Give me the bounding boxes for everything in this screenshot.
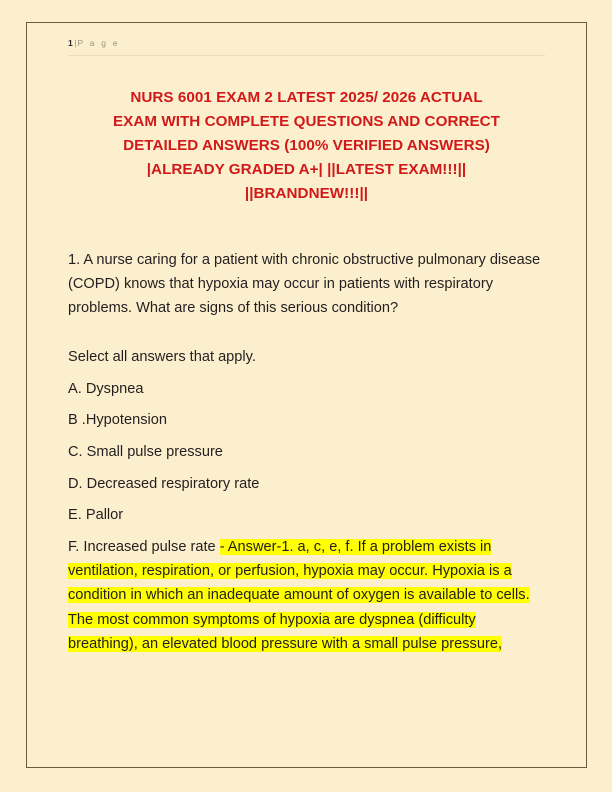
paragraph-spacer xyxy=(68,321,545,345)
document-title xyxy=(68,86,545,206)
answer-option-f-label: F. Increased pulse rate xyxy=(68,539,220,556)
question-instruction: Select all answers that apply. xyxy=(68,348,256,365)
page-header xyxy=(68,33,545,56)
answer-option-b: B .Hypotension xyxy=(68,412,167,429)
header-page-label: P a g e xyxy=(77,38,120,48)
header-page-number: 1 xyxy=(68,38,74,48)
title-line-2: EXAM WITH COMPLETE QUESTIONS AND CORRECT xyxy=(112,113,501,130)
answer-option-a: A. Dyspnea xyxy=(68,380,144,397)
title-line-3: DETAILED ANSWERS (100% VERIFIED ANSWERS) xyxy=(123,137,490,154)
title-line-5: ||BRANDNEW!!!|| xyxy=(244,185,369,202)
answer-option-c: C. Small pulse pressure xyxy=(68,443,223,460)
title-line-1: NURS 6001 EXAM 2 LATEST 2025/ 2026 ACTUAL xyxy=(130,89,483,106)
answer-option-d: D. Decreased respiratory rate xyxy=(68,475,260,492)
answer-rationale-highlight: - Answer-1. a, c, e, f. If a problem exists in ventilation, respiration, or perfusion, hypoxia may occur. Hypoxia is a condition in which an inadequate amount of oxygen is available to cells. The most common symptoms of hypoxia are dyspnea (difficulty breathing), an elevated blood pressure with a small pulse pressure, xyxy=(68,539,530,652)
page-content xyxy=(68,33,545,656)
answer-option-f-with-rationale xyxy=(68,528,545,657)
answer-option-e: E. Pallor xyxy=(68,507,124,524)
title-line-4: |ALREADY GRADED A+| ||LATEST EXAM!!!|| xyxy=(146,161,467,178)
header-separator: | xyxy=(74,38,77,48)
question-stem: 1. A nurse caring for a patient with chronic obstructive pulmonary disease (COPD) knows that hypoxia may occur in patients with respiratory problems. What are signs of this serious condition? xyxy=(68,252,541,317)
question-block xyxy=(68,248,545,656)
